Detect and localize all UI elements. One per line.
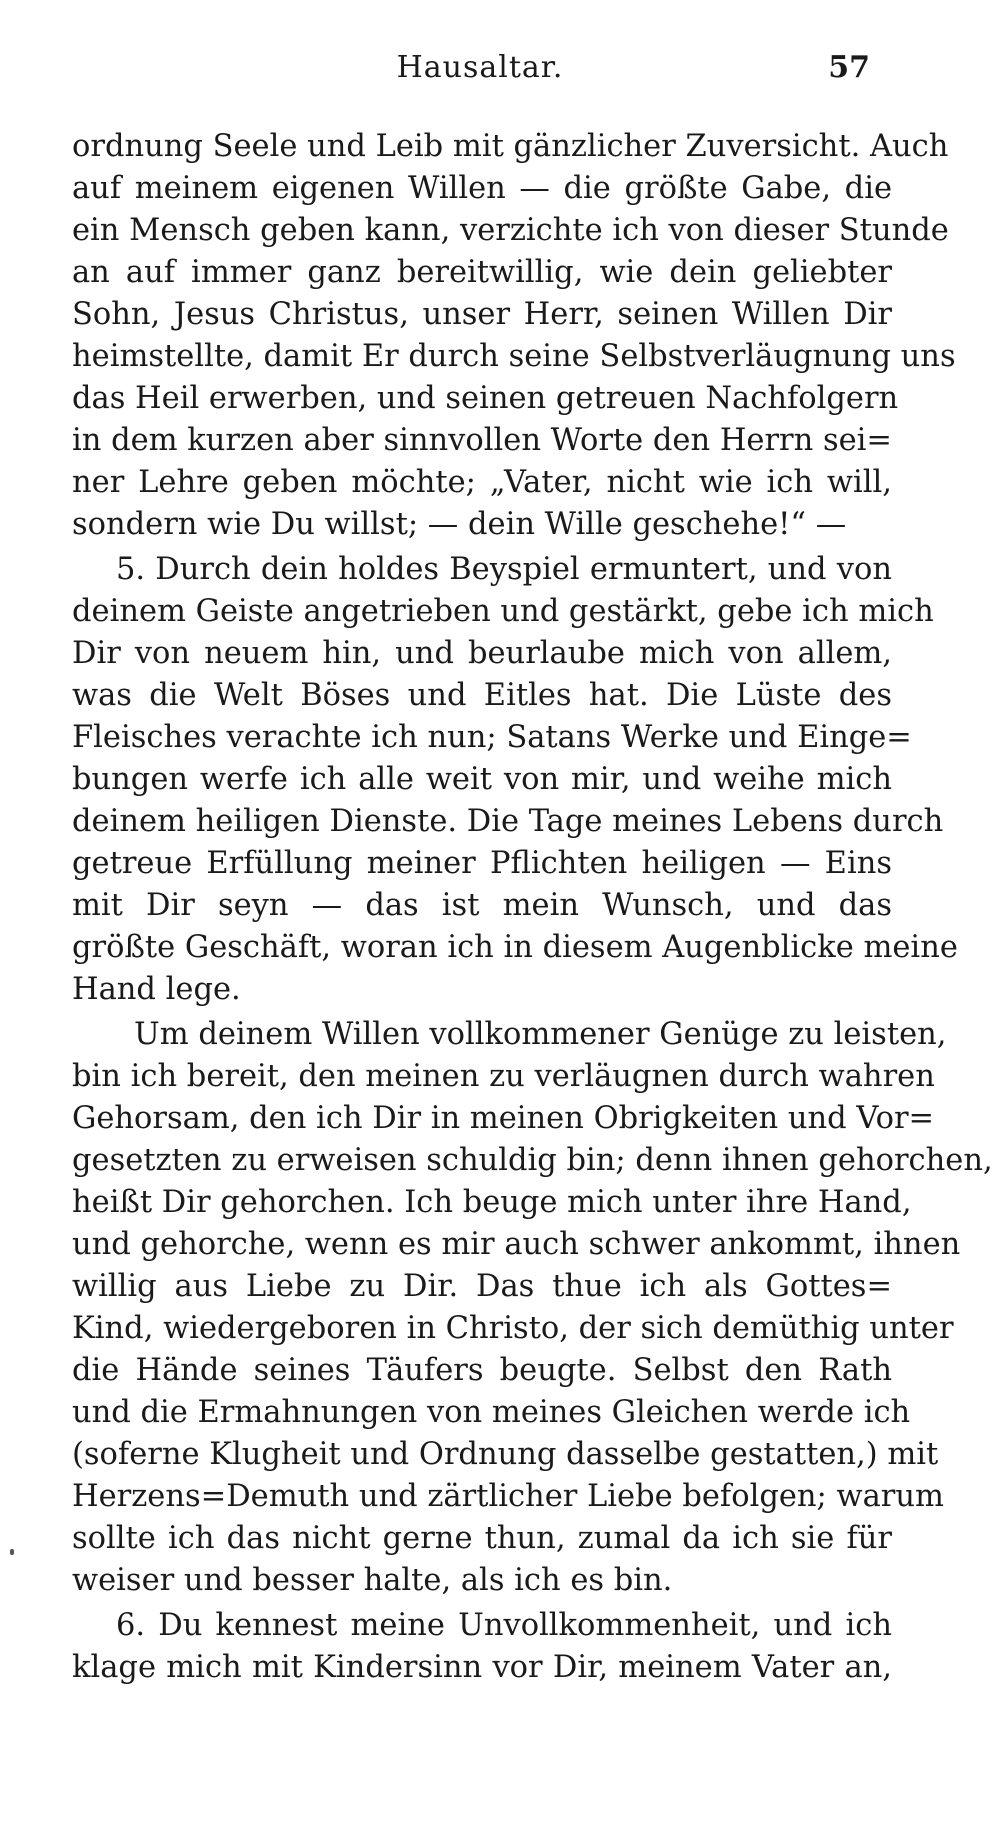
paragraph-6 [72, 1605, 892, 1689]
text-line: getreue Erfüllung meiner Pflichten heiligen — Eins [72, 846, 892, 881]
text-line: klage mich mit Kindersinn vor Dir, meinem Vater an, [72, 1650, 892, 1685]
text-line: und die Ermahnungen von meines Gleichen werde ich [72, 1395, 911, 1430]
text-line: ein Mensch geben kann, verzichte ich von dieser Stunde [72, 213, 949, 248]
text-line: ordnung Seele und Leib mit gänzlicher Zuversicht. Auch [72, 129, 949, 164]
text-line: Hand lege. [72, 972, 241, 1007]
text-line: Herzens=Demuth und zärtlicher Liebe befolgen; warum [72, 1479, 944, 1514]
text-line: Fleisches verachte ich nun; Satans Werke und Einge= [72, 720, 912, 755]
text-line: größte Geschäft, woran ich in diesem Augenblicke meine [72, 930, 958, 965]
text-line: in dem kurzen aber sinnvollen Worte den Herrn sei= [72, 423, 892, 458]
text-line: mit Dir seyn — das ist mein Wunsch, und das [72, 888, 892, 923]
text-line: bin ich bereit, den meinen zu verläugnen durch wahren [72, 1059, 935, 1094]
text-line: sondern wie Du willst; — dein Wille geschehe!“ — [72, 507, 847, 542]
text-line: die Hände seines Täufers beugte. Selbst den Rath [72, 1353, 892, 1388]
text-line: deinem Geiste angetrieben und gestärkt, gebe ich mich [72, 594, 934, 629]
text-line: auf meinem eigenen Willen — die größte Gabe, die [72, 171, 892, 206]
text-line: Dir von neuem hin, und beurlaube mich von allem, [72, 636, 892, 671]
text-line: bungen werfe ich alle weit von mir, und weihe mich [72, 762, 892, 797]
text-line: weiser und besser halte, als ich es bin. [72, 1563, 673, 1598]
page-number: 57 [828, 50, 870, 85]
paragraph-obedience [72, 1014, 993, 1602]
text-line: an auf immer ganz bereitwillig, wie dein geliebter [72, 255, 892, 290]
text-line: was die Welt Böses und Eitles hat. Die Lüste des [72, 678, 892, 713]
text-line: ner Lehre geben möchte; „Vater, nicht wie ich will, [72, 465, 892, 500]
text-line: Sohn, Jesus Christus, unser Herr, seinen Willen Dir [72, 297, 892, 332]
text-line: heimstellte, damit Er durch seine Selbstverläugnung uns [72, 339, 956, 374]
text-line: deinem heiligen Dienste. Die Tage meines Lebens durch [72, 804, 944, 839]
text-line: heißt Dir gehorchen. Ich beuge mich unter ihre Hand, [72, 1185, 912, 1220]
paragraph-5 [72, 549, 958, 1011]
text-line: gesetzten zu erweisen schuldig bin; denn ihnen gehorchen, [72, 1143, 993, 1178]
text-line: 5. Durch dein holdes Beyspiel ermuntert, und von [116, 552, 892, 587]
page-header [70, 50, 890, 100]
text-line: das Heil erwerben, und seinen getreuen Nachfolgern [72, 381, 899, 416]
text-line: Gehorsam, den ich Dir in meinen Obrigkeiten und Vor= [72, 1101, 935, 1136]
body-text [72, 126, 993, 1689]
text-line: und gehorche, wenn es mir auch schwer ankommt, ihnen [72, 1227, 961, 1262]
text-line: Um deinem Willen vollkommener Genüge zu leisten, [134, 1017, 947, 1052]
text-line: (soferne Klugheit und Ordnung dasselbe gestatten,) mit [72, 1437, 939, 1472]
text-line: sollte ich das nicht gerne thun, zumal da ich sie für [72, 1521, 892, 1556]
running-head: Hausaltar. [396, 50, 564, 85]
paragraph-continuation [72, 126, 956, 546]
text-line: 6. Du kennest meine Unvollkommenheit, und ich [116, 1608, 892, 1643]
text-line: willig aus Liebe zu Dir. Das thue ich als Gottes= [72, 1269, 892, 1304]
text-line: Kind, wiedergeboren in Christo, der sich demüthig unter [72, 1311, 954, 1346]
paper-speck [10, 1549, 14, 1555]
